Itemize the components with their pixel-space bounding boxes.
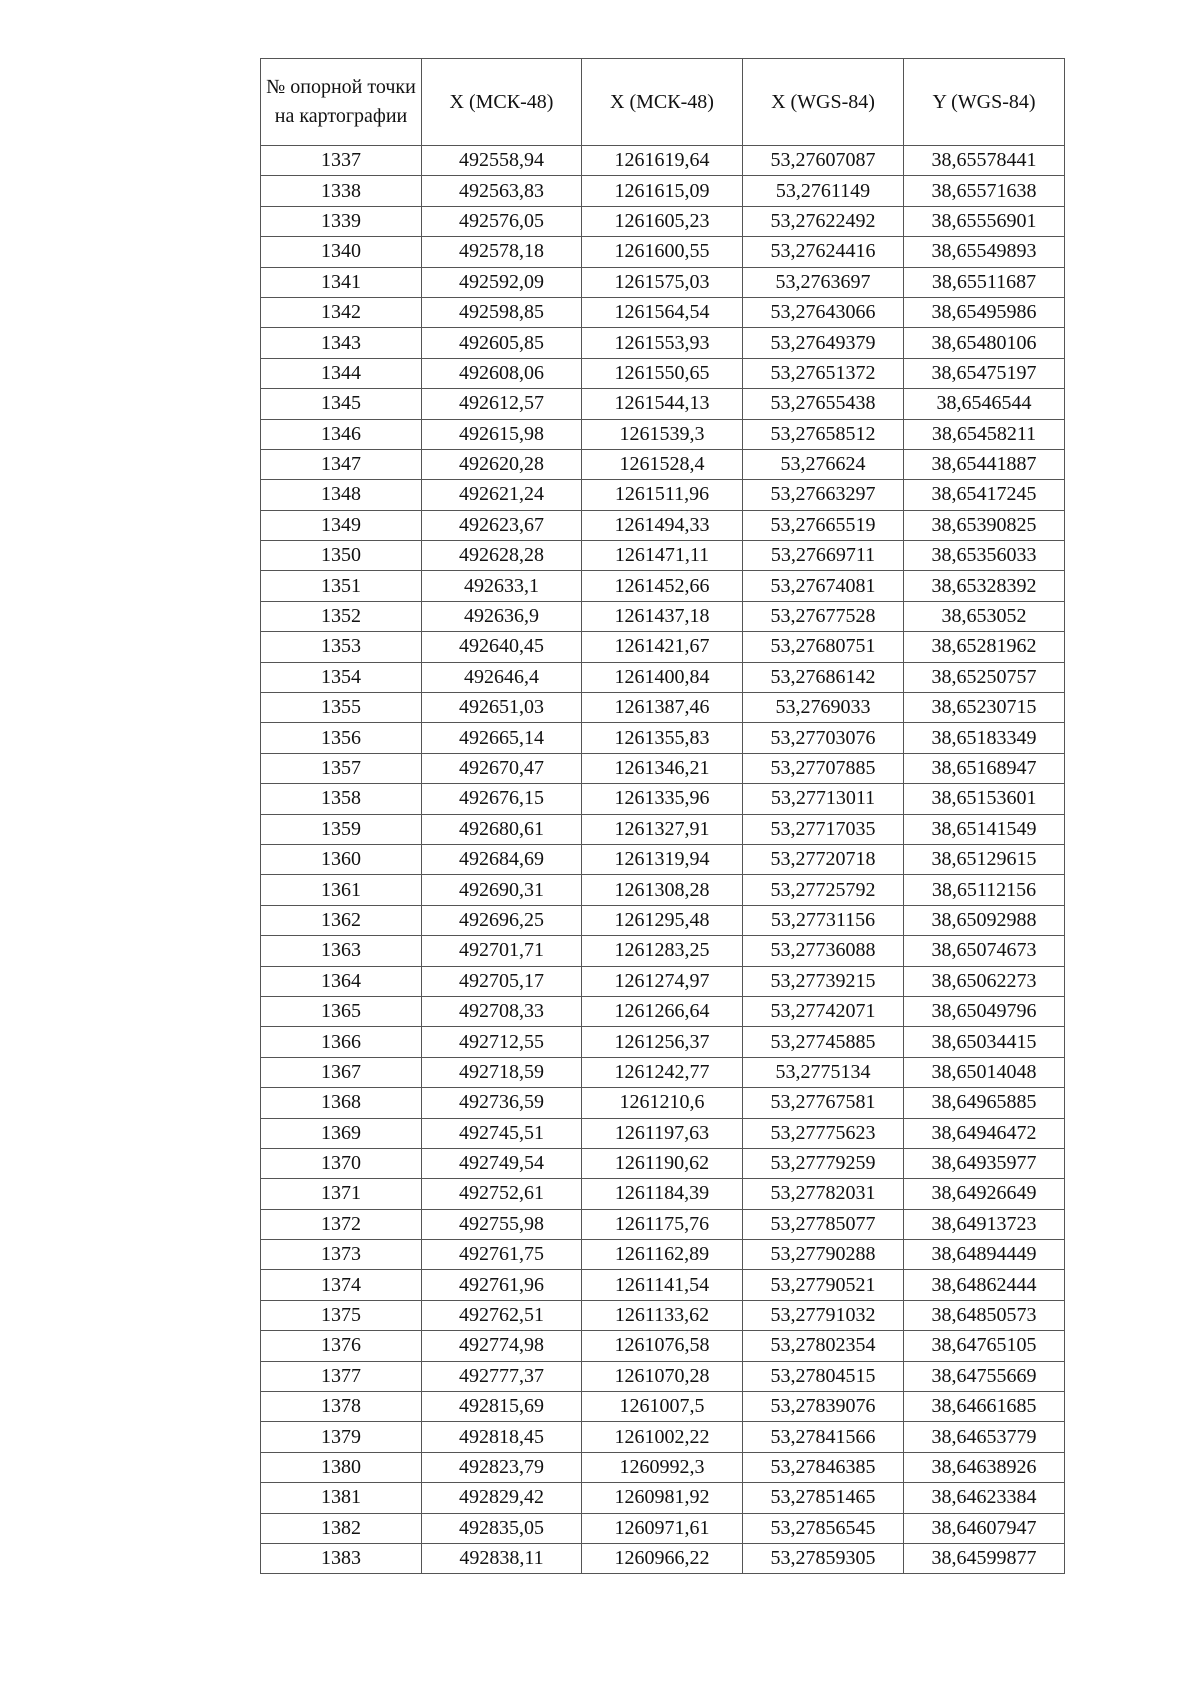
cell-y-wgs84: 38,65458211 [904,419,1065,449]
cell-x-msk48-1: 492612,57 [422,389,582,419]
cell-x-msk48-2: 1261600,55 [582,237,743,267]
table-header [261,59,1065,146]
cell-x-msk48-1: 492563,83 [422,176,582,206]
cell-point-number: 1367 [261,1057,422,1087]
cell-y-wgs84: 38,65328392 [904,571,1065,601]
table-row [261,419,1065,449]
cell-y-wgs84: 38,65129615 [904,844,1065,874]
cell-y-wgs84: 38,65049796 [904,996,1065,1026]
cell-y-wgs84: 38,65230715 [904,693,1065,723]
cell-point-number: 1353 [261,632,422,662]
cell-x-msk48-2: 1261539,3 [582,419,743,449]
table-row [261,328,1065,358]
cell-y-wgs84: 38,65441887 [904,449,1065,479]
cell-x-msk48-2: 1261494,33 [582,510,743,540]
cell-x-wgs84: 53,27742071 [743,996,904,1026]
cell-y-wgs84: 38,64599877 [904,1543,1065,1573]
table-row [261,1088,1065,1118]
cell-point-number: 1371 [261,1179,422,1209]
cell-point-number: 1365 [261,996,422,1026]
cell-y-wgs84: 38,6546544 [904,389,1065,419]
table-row [261,297,1065,327]
cell-x-msk48-2: 1261615,09 [582,176,743,206]
cell-x-msk48-1: 492736,59 [422,1088,582,1118]
cell-x-msk48-1: 492605,85 [422,328,582,358]
cell-y-wgs84: 38,65480106 [904,328,1065,358]
table-row [261,206,1065,236]
cell-x-msk48-1: 492690,31 [422,875,582,905]
cell-x-msk48-1: 492823,79 [422,1452,582,1482]
cell-x-msk48-1: 492815,69 [422,1392,582,1422]
cell-point-number: 1345 [261,389,422,419]
cell-point-number: 1364 [261,966,422,996]
cell-x-msk48-2: 1261190,62 [582,1148,743,1178]
cell-y-wgs84: 38,64913723 [904,1209,1065,1239]
cell-x-msk48-1: 492701,71 [422,936,582,966]
cell-x-wgs84: 53,276624 [743,449,904,479]
cell-y-wgs84: 38,65417245 [904,480,1065,510]
cell-x-msk48-2: 1261452,66 [582,571,743,601]
cell-x-wgs84: 53,27686142 [743,662,904,692]
cell-x-wgs84: 53,27720718 [743,844,904,874]
cell-y-wgs84: 38,64926649 [904,1179,1065,1209]
header-row [261,59,1065,146]
cell-x-wgs84: 53,27669711 [743,541,904,571]
table-row [261,1422,1065,1452]
table-row [261,146,1065,176]
cell-x-wgs84: 53,27643066 [743,297,904,327]
cell-point-number: 1351 [261,571,422,601]
cell-x-msk48-2: 1261295,48 [582,905,743,935]
cell-x-wgs84: 53,27649379 [743,328,904,358]
cell-x-msk48-2: 1261197,63 [582,1118,743,1148]
cell-x-msk48-1: 492578,18 [422,237,582,267]
cell-x-wgs84: 53,27790521 [743,1270,904,1300]
cell-point-number: 1379 [261,1422,422,1452]
header-x-wgs84: X (WGS-84) [743,59,904,146]
cell-point-number: 1363 [261,936,422,966]
cell-point-number: 1375 [261,1300,422,1330]
cell-x-wgs84: 53,27775623 [743,1118,904,1148]
cell-x-msk48-1: 492608,06 [422,358,582,388]
cell-x-msk48-1: 492749,54 [422,1148,582,1178]
cell-point-number: 1366 [261,1027,422,1057]
cell-point-number: 1346 [261,419,422,449]
cell-x-wgs84: 53,27846385 [743,1452,904,1482]
cell-x-msk48-2: 1261210,6 [582,1088,743,1118]
cell-x-msk48-1: 492705,17 [422,966,582,996]
cell-x-msk48-2: 1261335,96 [582,784,743,814]
cell-point-number: 1339 [261,206,422,236]
header-x-msk48-2: X (МСК-48) [582,59,743,146]
cell-y-wgs84: 38,65475197 [904,358,1065,388]
cell-x-msk48-2: 1261283,25 [582,936,743,966]
cell-x-wgs84: 53,27782031 [743,1179,904,1209]
cell-x-msk48-1: 492761,96 [422,1270,582,1300]
table-row [261,1057,1065,1087]
table-row [261,1513,1065,1543]
cell-x-msk48-1: 492829,42 [422,1483,582,1513]
cell-x-msk48-2: 1261242,77 [582,1057,743,1087]
cell-point-number: 1361 [261,875,422,905]
table-row [261,237,1065,267]
cell-y-wgs84: 38,64638926 [904,1452,1065,1482]
cell-x-msk48-1: 492576,05 [422,206,582,236]
cell-x-wgs84: 53,2769033 [743,693,904,723]
cell-x-msk48-2: 1261355,83 [582,723,743,753]
cell-y-wgs84: 38,64894449 [904,1240,1065,1270]
cell-x-msk48-1: 492708,33 [422,996,582,1026]
cell-x-msk48-1: 492665,14 [422,723,582,753]
cell-x-msk48-2: 1261308,28 [582,875,743,905]
cell-x-msk48-1: 492712,55 [422,1027,582,1057]
cell-x-wgs84: 53,2763697 [743,267,904,297]
cell-y-wgs84: 38,64850573 [904,1300,1065,1330]
table-row [261,1361,1065,1391]
cell-x-msk48-1: 492838,11 [422,1543,582,1573]
cell-point-number: 1342 [261,297,422,327]
table-row [261,996,1065,1026]
cell-point-number: 1344 [261,358,422,388]
cell-x-msk48-2: 1261471,11 [582,541,743,571]
cell-x-wgs84: 53,27804515 [743,1361,904,1391]
cell-y-wgs84: 38,65549893 [904,237,1065,267]
table-row [261,936,1065,966]
cell-point-number: 1341 [261,267,422,297]
cell-x-msk48-2: 1261605,23 [582,206,743,236]
cell-x-msk48-1: 492651,03 [422,693,582,723]
table-row [261,541,1065,571]
cell-y-wgs84: 38,65092988 [904,905,1065,935]
cell-x-msk48-1: 492680,61 [422,814,582,844]
table-row [261,1452,1065,1482]
table-row [261,1240,1065,1270]
table-row [261,662,1065,692]
cell-y-wgs84: 38,64755669 [904,1361,1065,1391]
cell-y-wgs84: 38,653052 [904,601,1065,631]
cell-x-wgs84: 53,27651372 [743,358,904,388]
cell-x-msk48-1: 492592,09 [422,267,582,297]
table-row [261,176,1065,206]
cell-point-number: 1338 [261,176,422,206]
cell-x-msk48-2: 1261141,54 [582,1270,743,1300]
table-row [261,875,1065,905]
cell-x-msk48-2: 1261002,22 [582,1422,743,1452]
cell-x-msk48-2: 1261553,93 [582,328,743,358]
cell-y-wgs84: 38,64965885 [904,1088,1065,1118]
cell-y-wgs84: 38,65390825 [904,510,1065,540]
table-row [261,389,1065,419]
table-row [261,905,1065,935]
cell-x-msk48-2: 1261256,37 [582,1027,743,1057]
table-row [261,693,1065,723]
cell-x-wgs84: 53,27839076 [743,1392,904,1422]
cell-point-number: 1382 [261,1513,422,1543]
cell-x-wgs84: 53,27785077 [743,1209,904,1239]
cell-x-msk48-1: 492777,37 [422,1361,582,1391]
cell-x-msk48-2: 1261528,4 [582,449,743,479]
cell-x-wgs84: 53,27856545 [743,1513,904,1543]
cell-y-wgs84: 38,64623384 [904,1483,1065,1513]
cell-x-msk48-2: 1261327,91 [582,814,743,844]
cell-y-wgs84: 38,65112156 [904,875,1065,905]
table-row [261,1270,1065,1300]
table-row [261,449,1065,479]
cell-point-number: 1352 [261,601,422,631]
cell-x-msk48-1: 492761,75 [422,1240,582,1270]
cell-x-msk48-1: 492636,9 [422,601,582,631]
cell-x-msk48-1: 492615,98 [422,419,582,449]
header-y-wgs84: Y (WGS-84) [904,59,1065,146]
cell-x-msk48-1: 492598,85 [422,297,582,327]
table-row [261,814,1065,844]
cell-point-number: 1358 [261,784,422,814]
cell-point-number: 1349 [261,510,422,540]
cell-x-msk48-2: 1261070,28 [582,1361,743,1391]
cell-point-number: 1343 [261,328,422,358]
cell-x-wgs84: 53,27680751 [743,632,904,662]
cell-x-wgs84: 53,27665519 [743,510,904,540]
table-row [261,358,1065,388]
cell-y-wgs84: 38,65250757 [904,662,1065,692]
cell-x-wgs84: 53,27655438 [743,389,904,419]
table-row [261,844,1065,874]
cell-x-msk48-1: 492762,51 [422,1300,582,1330]
cell-x-msk48-2: 1261076,58 [582,1331,743,1361]
cell-x-msk48-2: 1261511,96 [582,480,743,510]
cell-point-number: 1360 [261,844,422,874]
cell-point-number: 1362 [261,905,422,935]
cell-x-msk48-2: 1261319,94 [582,844,743,874]
table-row [261,1148,1065,1178]
cell-x-wgs84: 53,27859305 [743,1543,904,1573]
cell-x-msk48-2: 1261564,54 [582,297,743,327]
table-row [261,1300,1065,1330]
cell-y-wgs84: 38,65571638 [904,176,1065,206]
cell-x-msk48-2: 1261346,21 [582,753,743,783]
cell-point-number: 1355 [261,693,422,723]
cell-point-number: 1373 [261,1240,422,1270]
cell-point-number: 1383 [261,1543,422,1573]
cell-x-msk48-2: 1260971,61 [582,1513,743,1543]
table-row [261,1331,1065,1361]
cell-x-msk48-2: 1261550,65 [582,358,743,388]
cell-point-number: 1348 [261,480,422,510]
cell-point-number: 1347 [261,449,422,479]
cell-x-wgs84: 53,27767581 [743,1088,904,1118]
cell-x-msk48-1: 492558,94 [422,146,582,176]
cell-point-number: 1377 [261,1361,422,1391]
cell-y-wgs84: 38,64935977 [904,1148,1065,1178]
cell-x-wgs84: 53,27607087 [743,146,904,176]
cell-x-msk48-2: 1261162,89 [582,1240,743,1270]
cell-x-msk48-2: 1261133,62 [582,1300,743,1330]
cell-x-msk48-2: 1261544,13 [582,389,743,419]
table-body [261,146,1065,1574]
cell-y-wgs84: 38,65141549 [904,814,1065,844]
table-row [261,966,1065,996]
cell-x-msk48-1: 492621,24 [422,480,582,510]
cell-x-wgs84: 53,2761149 [743,176,904,206]
cell-x-wgs84: 53,27677528 [743,601,904,631]
cell-y-wgs84: 38,65281962 [904,632,1065,662]
coordinates-table [260,58,1065,1574]
cell-y-wgs84: 38,65495986 [904,297,1065,327]
table-row [261,571,1065,601]
table-row [261,784,1065,814]
cell-x-wgs84: 53,27658512 [743,419,904,449]
table-row [261,723,1065,753]
cell-x-msk48-2: 1261184,39 [582,1179,743,1209]
cell-point-number: 1357 [261,753,422,783]
cell-x-msk48-2: 1261175,76 [582,1209,743,1239]
cell-point-number: 1354 [261,662,422,692]
cell-x-msk48-2: 1261387,46 [582,693,743,723]
cell-x-msk48-1: 492745,51 [422,1118,582,1148]
table-row [261,480,1065,510]
table-row [261,1179,1065,1209]
cell-x-wgs84: 53,27622492 [743,206,904,236]
cell-y-wgs84: 38,64653779 [904,1422,1065,1452]
cell-x-msk48-1: 492623,67 [422,510,582,540]
cell-x-wgs84: 53,27736088 [743,936,904,966]
cell-y-wgs84: 38,65074673 [904,936,1065,966]
cell-x-wgs84: 53,27790288 [743,1240,904,1270]
cell-x-msk48-1: 492640,45 [422,632,582,662]
cell-x-wgs84: 53,27791032 [743,1300,904,1330]
cell-x-msk48-1: 492646,4 [422,662,582,692]
cell-point-number: 1378 [261,1392,422,1422]
cell-point-number: 1359 [261,814,422,844]
cell-y-wgs84: 38,65062273 [904,966,1065,996]
cell-point-number: 1374 [261,1270,422,1300]
cell-x-msk48-2: 1261274,97 [582,966,743,996]
table-row [261,1543,1065,1573]
cell-x-wgs84: 53,27713011 [743,784,904,814]
cell-y-wgs84: 38,64946472 [904,1118,1065,1148]
cell-y-wgs84: 38,64862444 [904,1270,1065,1300]
cell-x-msk48-2: 1260966,22 [582,1543,743,1573]
cell-x-msk48-2: 1261575,03 [582,267,743,297]
cell-y-wgs84: 38,64607947 [904,1513,1065,1543]
cell-x-wgs84: 53,27841566 [743,1422,904,1452]
cell-x-wgs84: 53,27731156 [743,905,904,935]
cell-x-wgs84: 53,27725792 [743,875,904,905]
cell-x-wgs84: 53,27739215 [743,966,904,996]
cell-y-wgs84: 38,65556901 [904,206,1065,236]
cell-x-wgs84: 53,27745885 [743,1027,904,1057]
cell-x-msk48-2: 1261400,84 [582,662,743,692]
cell-y-wgs84: 38,64661685 [904,1392,1065,1422]
cell-point-number: 1369 [261,1118,422,1148]
cell-point-number: 1350 [261,541,422,571]
cell-x-wgs84: 53,27663297 [743,480,904,510]
cell-y-wgs84: 38,65168947 [904,753,1065,783]
cell-point-number: 1380 [261,1452,422,1482]
table-row [261,510,1065,540]
cell-x-wgs84: 53,27717035 [743,814,904,844]
cell-x-wgs84: 53,27851465 [743,1483,904,1513]
cell-point-number: 1356 [261,723,422,753]
table-row [261,632,1065,662]
cell-x-msk48-1: 492620,28 [422,449,582,479]
table-row [261,1118,1065,1148]
cell-x-wgs84: 53,27779259 [743,1148,904,1178]
cell-x-msk48-2: 1261619,64 [582,146,743,176]
cell-y-wgs84: 38,65183349 [904,723,1065,753]
cell-point-number: 1337 [261,146,422,176]
cell-y-wgs84: 38,65034415 [904,1027,1065,1057]
cell-y-wgs84: 38,65014048 [904,1057,1065,1087]
cell-point-number: 1368 [261,1088,422,1118]
table-row [261,1209,1065,1239]
cell-x-msk48-2: 1261437,18 [582,601,743,631]
cell-y-wgs84: 38,65153601 [904,784,1065,814]
header-point-number: № опорной точки на картографии [261,59,422,146]
cell-x-msk48-2: 1261421,67 [582,632,743,662]
cell-x-wgs84: 53,27703076 [743,723,904,753]
table-row [261,267,1065,297]
cell-x-wgs84: 53,2775134 [743,1057,904,1087]
cell-x-wgs84: 53,27674081 [743,571,904,601]
cell-x-msk48-1: 492774,98 [422,1331,582,1361]
cell-x-msk48-1: 492670,47 [422,753,582,783]
cell-x-msk48-2: 1260981,92 [582,1483,743,1513]
table-row [261,1483,1065,1513]
cell-x-wgs84: 53,27624416 [743,237,904,267]
cell-point-number: 1376 [261,1331,422,1361]
cell-x-msk48-1: 492633,1 [422,571,582,601]
cell-x-msk48-1: 492818,45 [422,1422,582,1452]
cell-x-msk48-1: 492628,28 [422,541,582,571]
cell-x-msk48-1: 492752,61 [422,1179,582,1209]
table-row [261,601,1065,631]
cell-y-wgs84: 38,65578441 [904,146,1065,176]
cell-x-msk48-1: 492696,25 [422,905,582,935]
cell-point-number: 1372 [261,1209,422,1239]
cell-x-msk48-1: 492755,98 [422,1209,582,1239]
cell-y-wgs84: 38,65356033 [904,541,1065,571]
cell-x-msk48-2: 1261007,5 [582,1392,743,1422]
cell-x-wgs84: 53,27707885 [743,753,904,783]
cell-x-msk48-1: 492676,15 [422,784,582,814]
cell-point-number: 1381 [261,1483,422,1513]
cell-y-wgs84: 38,65511687 [904,267,1065,297]
table-row [261,1392,1065,1422]
cell-x-msk48-1: 492835,05 [422,1513,582,1543]
cell-x-msk48-1: 492718,59 [422,1057,582,1087]
cell-point-number: 1340 [261,237,422,267]
cell-x-msk48-1: 492684,69 [422,844,582,874]
table-row [261,1027,1065,1057]
header-x-msk48-1: X (МСК-48) [422,59,582,146]
cell-x-wgs84: 53,27802354 [743,1331,904,1361]
cell-x-msk48-2: 1261266,64 [582,996,743,1026]
table-row [261,753,1065,783]
cell-point-number: 1370 [261,1148,422,1178]
cell-y-wgs84: 38,64765105 [904,1331,1065,1361]
cell-x-msk48-2: 1260992,3 [582,1452,743,1482]
